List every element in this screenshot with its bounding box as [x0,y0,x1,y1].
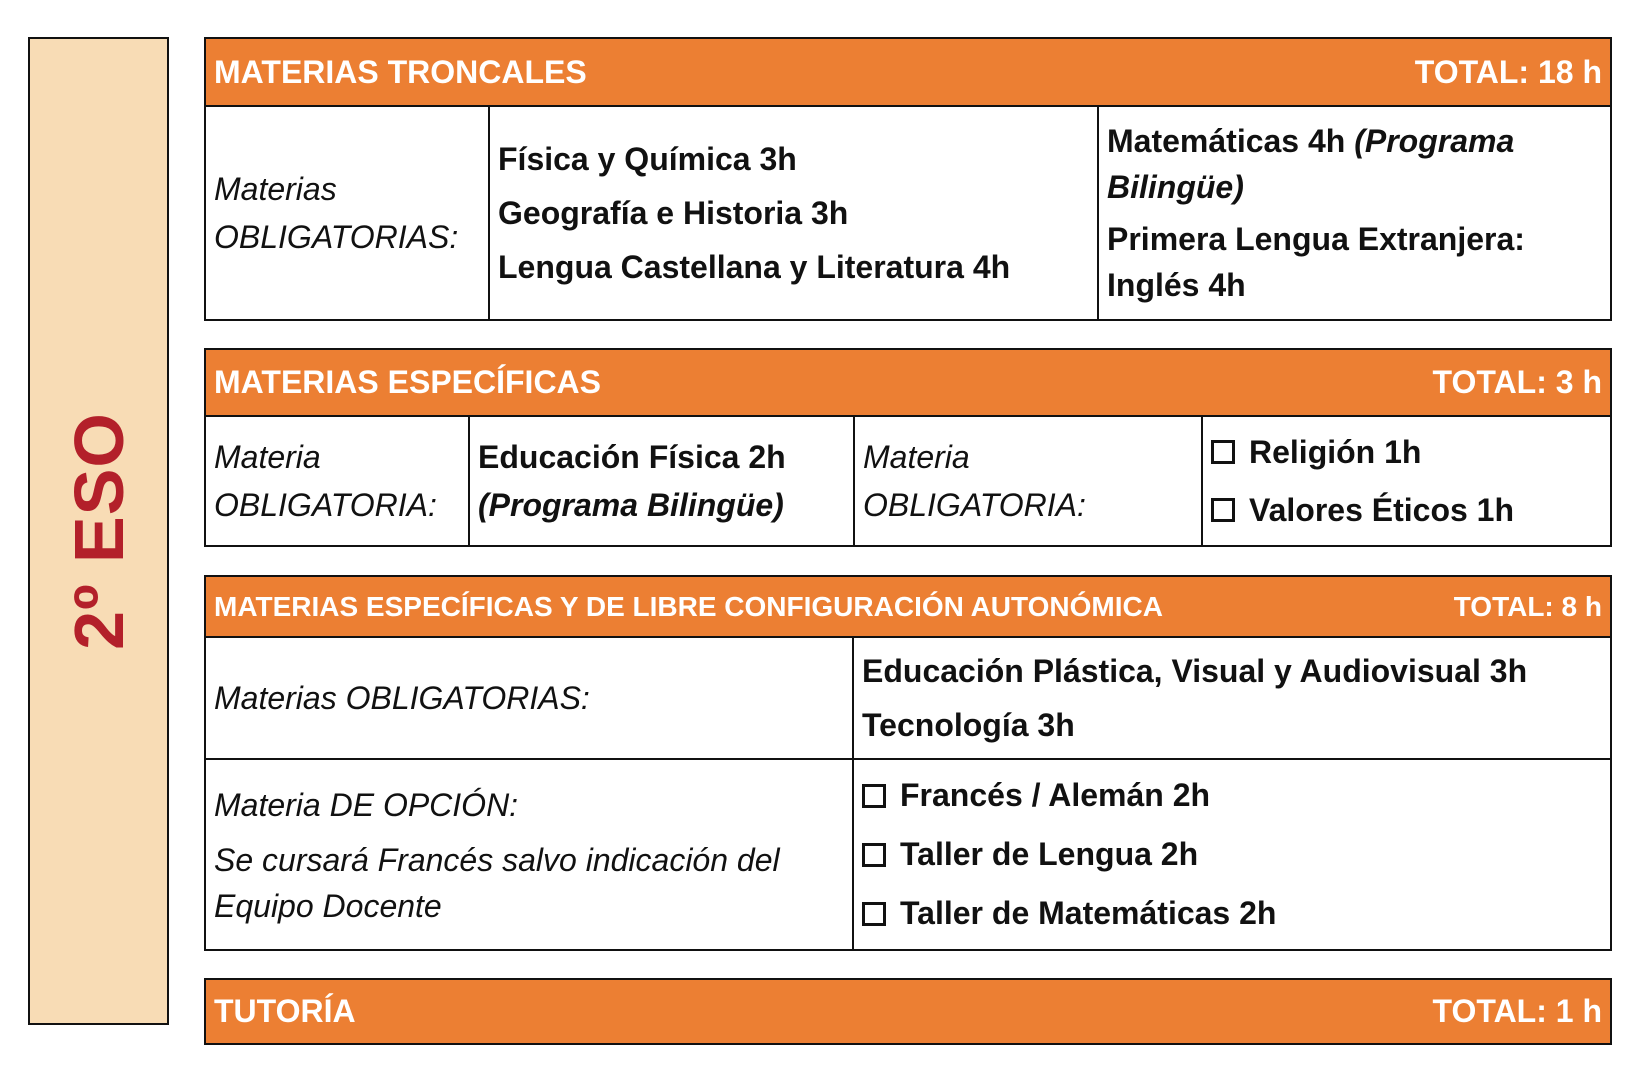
subject-item: Lengua Castellana y Literatura 4h [498,249,1011,285]
section-header [206,980,1610,1043]
subject-item: Geografía e Historia 3h [498,195,849,231]
subject-item: Primera Lengua Extranjera: Inglés 4h [1107,221,1525,303]
section-row [206,107,1610,319]
section-header [206,39,1610,107]
section-total: TOTAL: 3 h [1432,364,1602,400]
section-libre-configuracion [204,575,1612,951]
section-especificas [204,348,1612,547]
section-row [206,638,1610,760]
section-header [206,577,1610,638]
section-row [206,760,1610,949]
checkbox[interactable] [1211,440,1235,464]
section-header [206,350,1610,417]
subject-note: (Programa Bilingüe) [478,487,784,523]
options-list [854,760,1610,949]
row-label: Materias OBLIGATORIAS: [206,638,854,758]
section-title: TUTORÍA [214,993,356,1029]
option-taller-lengua[interactable]: Taller de Lengua 2h [862,825,1602,884]
subject-item: Educación Física 2h [478,439,786,475]
section-title: MATERIAS ESPECÍFICAS Y DE LIBRE CONFIGURACIÓN AUTONÓMICA [214,590,1163,622]
row-label: Materia OBLIGATORIA: [206,417,470,545]
option-religion[interactable]: Religión 1h [1211,423,1602,481]
options-list [1203,417,1610,545]
checkbox[interactable] [1211,498,1235,522]
course-side-panel [28,37,169,1025]
section-total: TOTAL: 1 h [1432,993,1602,1029]
row-label: Materia DE OPCIÓN: Se cursará Francés salvo indicación del Equipo Docente [206,760,854,949]
subjects-list [1099,107,1610,319]
course-label: 2º ESO [59,412,138,650]
subjects-list [854,638,1610,758]
section-tutoria [204,978,1612,1045]
subject-item: Educación Plástica, Visual y Audiovisual 3h [862,653,1528,689]
subject-item: Tecnología 3h [862,707,1075,743]
checkbox[interactable] [862,843,886,867]
section-troncales [204,37,1612,321]
row-label: Materias OBLIGATORIAS: [206,107,490,319]
option-taller-matematicas[interactable]: Taller de Matemáticas 2h [862,884,1602,943]
subject-item: Matemáticas 4h (Programa Bilingüe) [1107,123,1515,205]
checkbox[interactable] [862,784,886,808]
subjects-list [490,107,1099,319]
subject-cell [470,417,855,545]
subject-item: Física y Química 3h [498,141,797,177]
section-title: MATERIAS ESPECÍFICAS [214,364,601,400]
checkbox[interactable] [862,902,886,926]
section-total: TOTAL: 8 h [1453,590,1602,622]
row-label: Materia OBLIGATORIA: [855,417,1203,545]
section-title: MATERIAS TRONCALES [214,53,587,90]
option-frances-aleman[interactable]: Francés / Alemán 2h [862,766,1602,825]
section-total: TOTAL: 18 h [1414,53,1602,90]
option-valores-eticos[interactable]: Valores Éticos 1h [1211,481,1602,539]
section-row [206,417,1610,545]
